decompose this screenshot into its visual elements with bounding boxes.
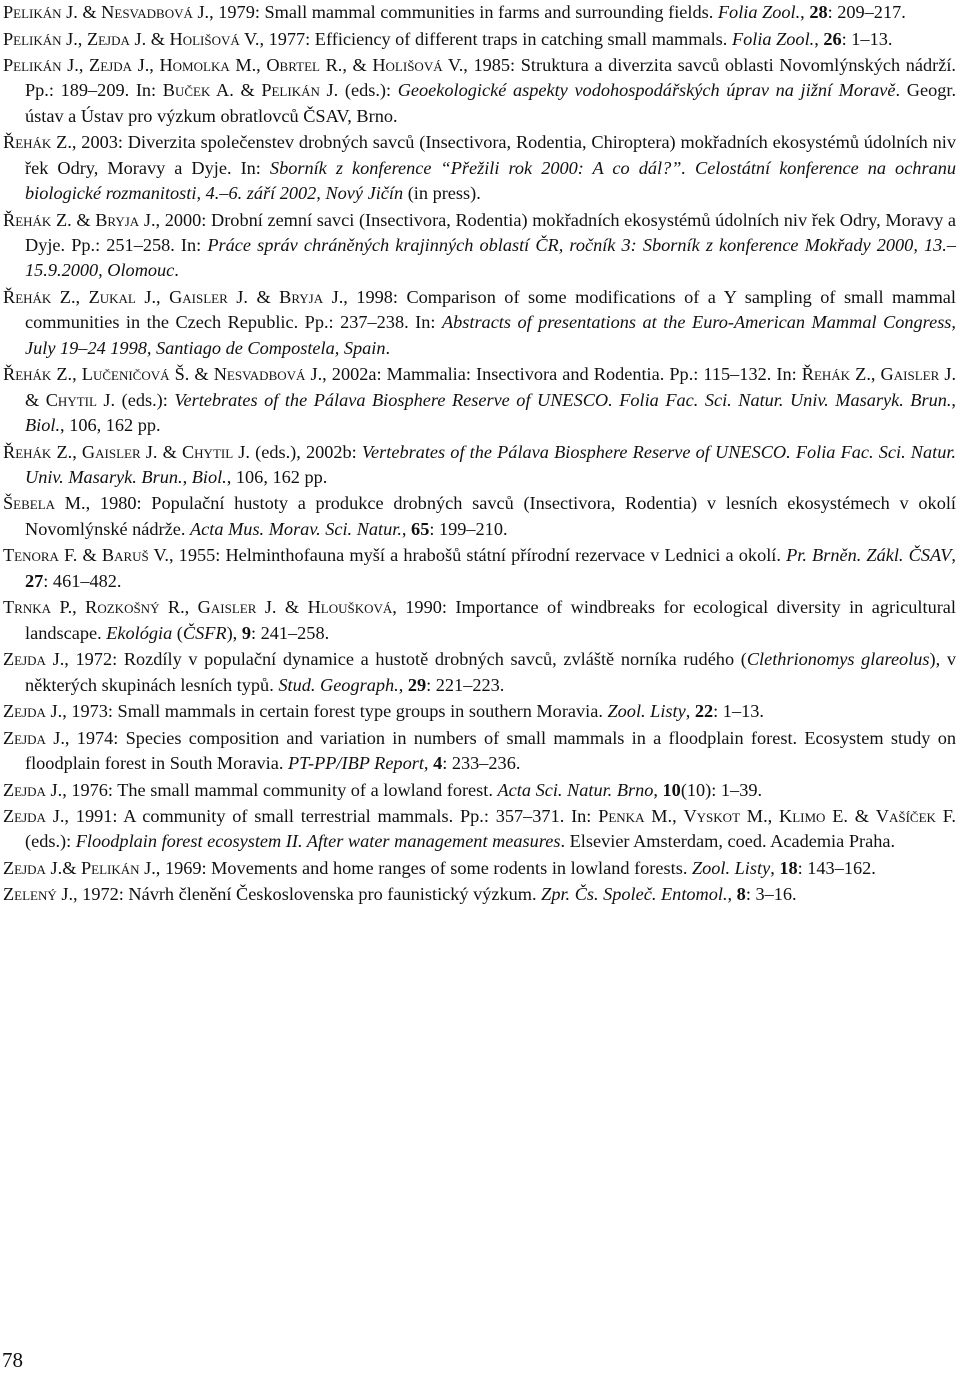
reference-text: . Elsevier Amsterdam, coed. Academia Praha. xyxy=(560,831,896,852)
reference-text: J., xyxy=(61,28,87,49)
reference-text: ( xyxy=(172,622,183,643)
author-name: Zejda xyxy=(3,727,46,748)
reference-text: J., 1972: Návrh členění Československa pro faunistický výzkum. xyxy=(56,884,542,905)
italic-title: Zool. Listy xyxy=(691,857,771,878)
volume-number: 18 xyxy=(779,857,798,878)
reference-entry xyxy=(3,130,956,206)
reference-text: Š. & xyxy=(169,364,214,385)
italic-title: Vertebrates of the Pálava Biosphere Reserve of UNESCO. Folia Fac. Sci. Natur. Univ. Masaryk. Brun. xyxy=(25,441,956,487)
reference-text: M., xyxy=(229,55,267,75)
reference-text: J., 1973: Small mammals in certain forest type groups in southern Moravia. xyxy=(45,701,608,722)
author-name: Gaisler xyxy=(169,286,228,307)
italic-title: Zpr. Čs. Společ. Entomol. xyxy=(541,884,728,905)
author-name: Pelikán xyxy=(3,28,62,49)
italic-title: Abstracts of presentations at the Euro-American Mammal Congress, July 19–24 1998, Santiago de Compostela, Spain xyxy=(25,312,956,358)
reference-entry xyxy=(3,856,956,881)
author-name: Zejda xyxy=(3,701,46,722)
reference-entry xyxy=(3,491,956,542)
italic-title: Folia Zool. xyxy=(717,2,801,22)
reference-text: : 143–162. xyxy=(797,857,876,878)
reference-text: : 221–223. xyxy=(426,674,505,695)
author-name: Holišová xyxy=(169,28,240,49)
reference-text: : 1–13. xyxy=(713,701,764,722)
reference-text: J., 1974: Species composition and variation in numbers of small mammals in a floodplain forest. Ecosystem study on floodplain forest in South Moravia. xyxy=(25,727,956,773)
italic-title: Sborník z konference “Přežili rok 2000: A co dál?”. Celostátní konference na ochranu biologické rozmanitosti, 4.–6. září 2002, Nový Jičín xyxy=(25,157,956,204)
reference-entry xyxy=(3,595,956,646)
reference-text: M., xyxy=(740,806,780,826)
reference-text: Z., xyxy=(850,364,881,385)
author-name: Vašíček xyxy=(875,806,936,826)
reference-text: J., xyxy=(61,55,90,75)
reference-text: J. & xyxy=(61,2,102,22)
reference-text: V., 1977: Efficiency of different traps in catching small mammals. xyxy=(239,28,732,49)
author-name: Řehák xyxy=(801,364,851,385)
reference-text: , xyxy=(423,753,434,773)
reference-text: : 233–236. xyxy=(442,753,521,773)
reference-text: , xyxy=(685,701,695,722)
reference-text: , xyxy=(951,389,956,410)
author-name: Řehák xyxy=(3,364,52,385)
volume-number: 28 xyxy=(809,2,828,22)
volume-number: 29 xyxy=(407,674,427,695)
italic-title: ČSFR xyxy=(182,622,227,643)
author-name: Řehák xyxy=(3,209,52,230)
reference-entry xyxy=(3,0,956,25)
reference-text: J., 1969: Movements and home ranges of some rodents in lowland forests. xyxy=(139,857,692,878)
reference-entry xyxy=(3,647,956,698)
author-name: Homolka xyxy=(159,55,230,75)
reference-text: : 3–16. xyxy=(745,884,797,905)
reference-entry xyxy=(3,285,956,361)
author-name: Gaisler xyxy=(880,364,940,385)
author-name: Chytil xyxy=(181,441,234,462)
reference-text: J. & xyxy=(140,441,182,462)
author-name: Pelikán xyxy=(3,2,62,22)
author-name: Nesvadbová xyxy=(213,364,306,385)
reference-text: , xyxy=(951,545,956,566)
author-name: Rozkošný xyxy=(85,597,160,618)
reference-text: F. & xyxy=(58,545,102,566)
reference-entry xyxy=(3,543,956,594)
italic-title: Biol. xyxy=(191,466,227,487)
volume-number: 4 xyxy=(433,753,443,773)
reference-text: F. (eds.): xyxy=(25,806,957,852)
author-name: Baruš xyxy=(101,545,149,566)
author-name: Zukal xyxy=(88,286,136,307)
reference-text: J., xyxy=(131,55,160,75)
reference-entry xyxy=(3,208,956,284)
reference-text: V., 1985: Struktura a diverzita savců oblasti Novomlýnských nádrží. Pp.: 189–209. In: xyxy=(25,55,956,101)
author-name: Gaisler xyxy=(197,597,257,618)
reference-text: . xyxy=(385,337,391,358)
reference-text: J. & xyxy=(256,597,308,618)
reference-text: . Geogr. ústav a Ústav pro výzkum obratlovců ČSAV, Brno. xyxy=(25,80,957,126)
reference-text: Z. & xyxy=(51,209,96,230)
author-name: Holišová xyxy=(372,55,443,75)
author-name: Řehák xyxy=(3,132,52,153)
author-name: Klimo xyxy=(779,806,826,826)
author-name: Zejda xyxy=(89,55,132,75)
reference-text: (10): 1–39. xyxy=(680,779,763,800)
reference-text: : 241–258. xyxy=(250,622,330,643)
author-name: Gaisler xyxy=(81,441,141,462)
reference-entry xyxy=(3,778,956,803)
reference-text: : 199–210. xyxy=(429,518,508,539)
italic-title: Zool. Listy xyxy=(607,701,686,722)
reference-text: Z., 2003: Diverzita společenstev drobných savců (Insectivora, Rodentia, Chiroptera) mokřadních ekosystémů údolních niv řek Odry, Moravy a Dyje. In: xyxy=(25,132,956,178)
author-name: Zejda xyxy=(3,857,46,878)
reference-entry xyxy=(3,726,956,777)
reference-text: J., 1998: Comparison of some modifications of a Y sampling of small mammal communities in the Czech Republic. Pp.: 237–238. In: xyxy=(25,286,956,333)
reference-entry xyxy=(3,882,956,907)
reference-text: R., xyxy=(159,597,198,618)
reference-text: J., 1972: Rozdíly v populační dynamice a hustotě drobných savců, zvláště norníka rudého ( xyxy=(45,649,747,670)
reference-text: J. & xyxy=(227,286,280,307)
reference-list xyxy=(3,0,956,909)
author-name: Bryja xyxy=(279,286,324,307)
reference-text: : 1–13. xyxy=(841,28,893,49)
italic-title: Biol. xyxy=(25,415,61,436)
reference-text: : 461–482. xyxy=(43,570,122,591)
volume-number: 22 xyxy=(694,701,714,722)
author-name: Buček xyxy=(162,80,211,101)
reference-entry xyxy=(3,53,956,129)
reference-text: J.& xyxy=(45,857,81,878)
author-name: Zejda xyxy=(3,649,46,670)
italic-title: Geoekologické aspekty vodohospodářských úprav na jižní Moravě xyxy=(397,80,896,101)
reference-text: , xyxy=(770,857,780,878)
reference-text: , 106, 162 pp. xyxy=(60,415,161,436)
reference-text: , xyxy=(398,674,408,695)
author-name: Pelikán xyxy=(81,857,140,878)
italic-title: PT-PP/IBP Report xyxy=(288,753,424,773)
reference-entry xyxy=(3,699,956,724)
italic-title: Práce správ chráněných krajinných oblastí ČR, ročník 3: Sborník z konference Mokřady 2000, 13.–15.9.2000, Olomouc xyxy=(25,235,956,281)
reference-text: , xyxy=(800,2,810,22)
italic-title: Floodplain forest ecosystem II. After water management measures xyxy=(75,831,561,852)
author-name: Bryja xyxy=(95,209,140,230)
reference-text: , xyxy=(182,466,192,487)
author-name: Nesvadbová xyxy=(101,2,193,22)
author-name: Hloušková xyxy=(307,597,393,618)
author-name: Tenora xyxy=(3,545,59,566)
author-name: Penka xyxy=(598,806,645,826)
reference-text: , xyxy=(401,518,412,539)
author-name: Zejda xyxy=(3,779,46,800)
reference-entry xyxy=(3,27,956,52)
reference-text: . xyxy=(174,260,179,281)
volume-number: 10 xyxy=(662,779,681,800)
author-name: Zelený xyxy=(3,884,57,905)
volume-number: 8 xyxy=(736,884,746,905)
volume-number: 27 xyxy=(25,570,44,591)
author-name: Pelikán xyxy=(3,55,62,75)
reference-text: , xyxy=(727,884,737,905)
reference-text: J., 1991: A community of small terrestrial mammals. Pp.: 357–371. In: xyxy=(45,806,599,826)
italic-title: Ekológia xyxy=(106,622,173,643)
reference-text: M., 1980: Populační hustoty a produkce drobných savců (Insectivora, Rodentia) v lesních ekosystémech v okolí Novomlýnské nádrže. xyxy=(25,493,956,539)
reference-text: R., & xyxy=(319,55,373,75)
italic-title: Folia Zool. xyxy=(731,28,815,49)
reference-text: J., 2000: Drobní zemní savci (Insectivora, Rodentia) mokřadních ekosystémů údolních niv řek Odry, Moravy a Dyje. Pp.: 251–258. In: xyxy=(25,209,956,256)
reference-text: J. (eds.): xyxy=(96,389,175,410)
italic-title: Pr. Brněn. Zákl. ČSAV xyxy=(786,545,952,566)
reference-text: M., xyxy=(644,806,684,826)
author-name: Chytil xyxy=(45,389,97,410)
italic-title: Acta Sci. Natur. Brno xyxy=(497,779,654,800)
reference-text: , xyxy=(814,28,824,49)
italic-title: Stud. Geograph. xyxy=(278,674,399,695)
reference-text: Z., xyxy=(51,364,82,385)
reference-entry xyxy=(3,804,956,855)
author-name: Trnka xyxy=(3,597,52,618)
reference-text: J. (eds.), 2002b: xyxy=(233,441,362,462)
reference-text: V., 1955: Helminthofauna myší a hrabošů státní přírodní rezervace v Lednici a okolí. xyxy=(148,545,787,566)
reference-text: Z., xyxy=(51,441,82,462)
reference-entry xyxy=(3,440,956,491)
reference-text: E. & xyxy=(825,806,876,826)
reference-text: J., 2002a: Mammalia: Insectivora and Rodentia. Pp.: 115–132. In: xyxy=(305,364,802,385)
reference-text: A. & xyxy=(210,80,262,101)
reference-text: J., xyxy=(135,286,170,307)
reference-text: P., xyxy=(51,597,86,618)
reference-text: ), xyxy=(226,622,242,643)
author-name: Pelikán xyxy=(261,80,320,101)
reference-text: , 106, 162 pp. xyxy=(226,466,328,487)
author-name: Zejda xyxy=(86,28,130,49)
volume-number: 26 xyxy=(823,28,842,49)
page-number: 78 xyxy=(2,1348,23,1372)
author-name: Obrtel xyxy=(266,55,320,75)
reference-text: : 209–217. xyxy=(827,2,906,22)
author-name: Lučeničová xyxy=(81,364,170,385)
author-name: Řehák xyxy=(3,286,52,307)
volume-number: 9 xyxy=(241,622,251,643)
author-name: Řehák xyxy=(3,441,52,462)
reference-text: (in press). xyxy=(403,183,481,204)
reference-text: J. & xyxy=(129,28,170,49)
author-name: Zejda xyxy=(3,806,46,826)
reference-text: J., 1979: Small mammal communities in farms and surrounding fields. xyxy=(192,2,718,22)
author-name: Šebela xyxy=(3,493,56,514)
italic-title: Clethrionomys glareolus xyxy=(746,649,930,670)
reference-text: ), v některých skupinách lesních typů. xyxy=(25,649,957,695)
reference-text: J. (eds.): xyxy=(319,80,398,101)
italic-title: Acta Mus. Morav. Sci. Natur. xyxy=(190,518,402,539)
reference-text: , xyxy=(653,779,663,800)
reference-text: J., 1976: The small mammal community of a lowland forest. xyxy=(45,779,498,800)
italic-title: Vertebrates of the Pálava Biosphere Reserve of UNESCO. Folia Fac. Sci. Natur. Univ. Masaryk. Brun. xyxy=(174,389,952,410)
author-name: Vyskot xyxy=(683,806,741,826)
reference-entry xyxy=(3,362,956,438)
reference-text: , 1990: Importance of windbreaks for ecological diversity in agricultural landscape. xyxy=(25,597,956,643)
reference-text: J. & xyxy=(25,364,957,410)
reference-text: Z., xyxy=(51,286,89,307)
volume-number: 65 xyxy=(411,518,430,539)
